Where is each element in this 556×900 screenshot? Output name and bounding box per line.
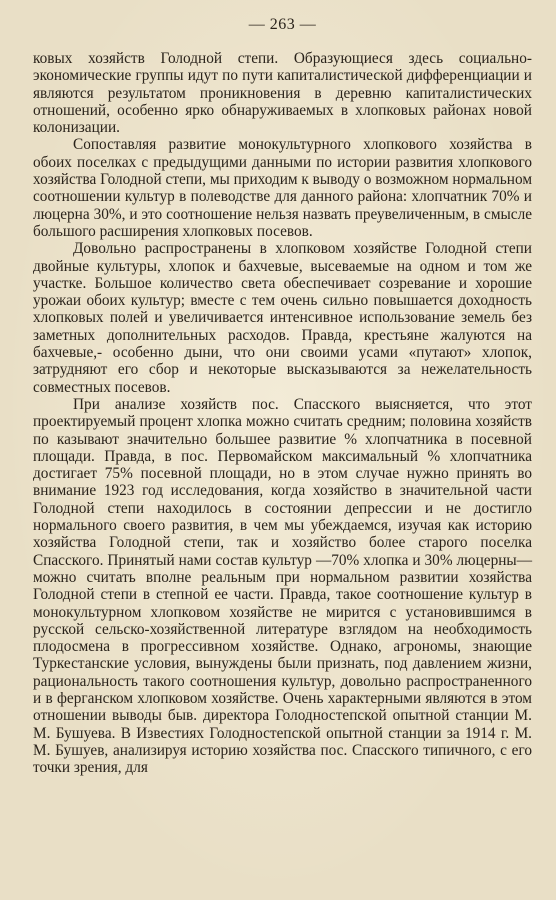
body-text — [33, 50, 532, 776]
paragraph-1: ковых хозяйств Голодной степи. Образующиеся здесь социально-экономические группы идут по пути капиталистической дифференциации и являются результатом проникновения в деревню капиталистических отношений, особенно ярко обнаруживаемых в хлопковых районах новой колонизации. — [33, 50, 532, 137]
paragraph-4: При анализе хозяйств пос. Спасского выясняется, что этот проектируемый процент хлопка можно считать средним; половина хозяйств по казывают значительно большее развитие % хлопчатника в посевной площади. Правда, в пос. Первомайском максимальный % хлопчатника достигает 75% посевной площади, но в этом случае нужно принять во внимание 1923 год исследования, когда хозяйство в значительной части Голодной степи находилось в состоянии депрессии и не достигло нормального своего развития, в чем мы убеждаемся, изучая как историю хозяйства Голодной степи, так и хозяйство более старого поселка Спасского. Принятый нами состав культур —70% хлопка и 30% люцерны— можно считать вполне реальным при нормальном развитии хозяйства Голодной степи в степной ее части. Правда, такое соотношение культур в монокультурном хлопковом хозяйстве не мирится с установившимся в русской сельско-хозяйственной литературе взглядом на необходимость плодосмена в прогрессивном хозяйстве. Однако, агрономы, знающие Туркестанские условия, вынуждены были признать, под давлением жизни, рациональность такого соотношения культур, довольно распространенного и в ферганском хлопковом хозяйстве. Очень характерными являются в этом отношении выводы быв. директора Голодностепской опытной станции М. М. Бушуева. В Известиях Голодностепской опытной станции за 1914 г. М. М. Бушуев, анализируя историю хозяйства пос. Спасского типичного, с его точки зрения, для — [33, 395, 532, 777]
paragraph-3: Довольно распространены в хлопковом хозяйстве Голодной степи двойные культуры, хлопок и бахчевые, высеваемые на одном и том же участке. Большое количество света обеспечивает созревание и хорошие урожаи обоих культур; вместе с тем очень сильно повышается доходность хлопковых полей и увеличивается интенсивное использование земель без заметных дополнительных расходов. Правда, крестьяне жалуются на бахчевые,- особенно дыни, что они своими усами «путают» хлопок, затрудняют его сбор и некоторые высказываются за нежелательность совместных посевов. — [33, 240, 532, 396]
paragraph-2: Сопоставляя развитие монокультурного хлопкового хозяйства в обоих поселках с предыдущими данными по истории развития хлопкового хозяйства Голодной степи, мы приходим к выводу о возможном нормальном соотношении культур в полеводстве для данного района: хлопчатник 70% и люцерна 30%, и это соотношение нельзя назвать преувеличенным, в смысле большого расширения хлопковых посевов. — [33, 136, 532, 240]
page-number: — 263 — — [248, 16, 317, 33]
